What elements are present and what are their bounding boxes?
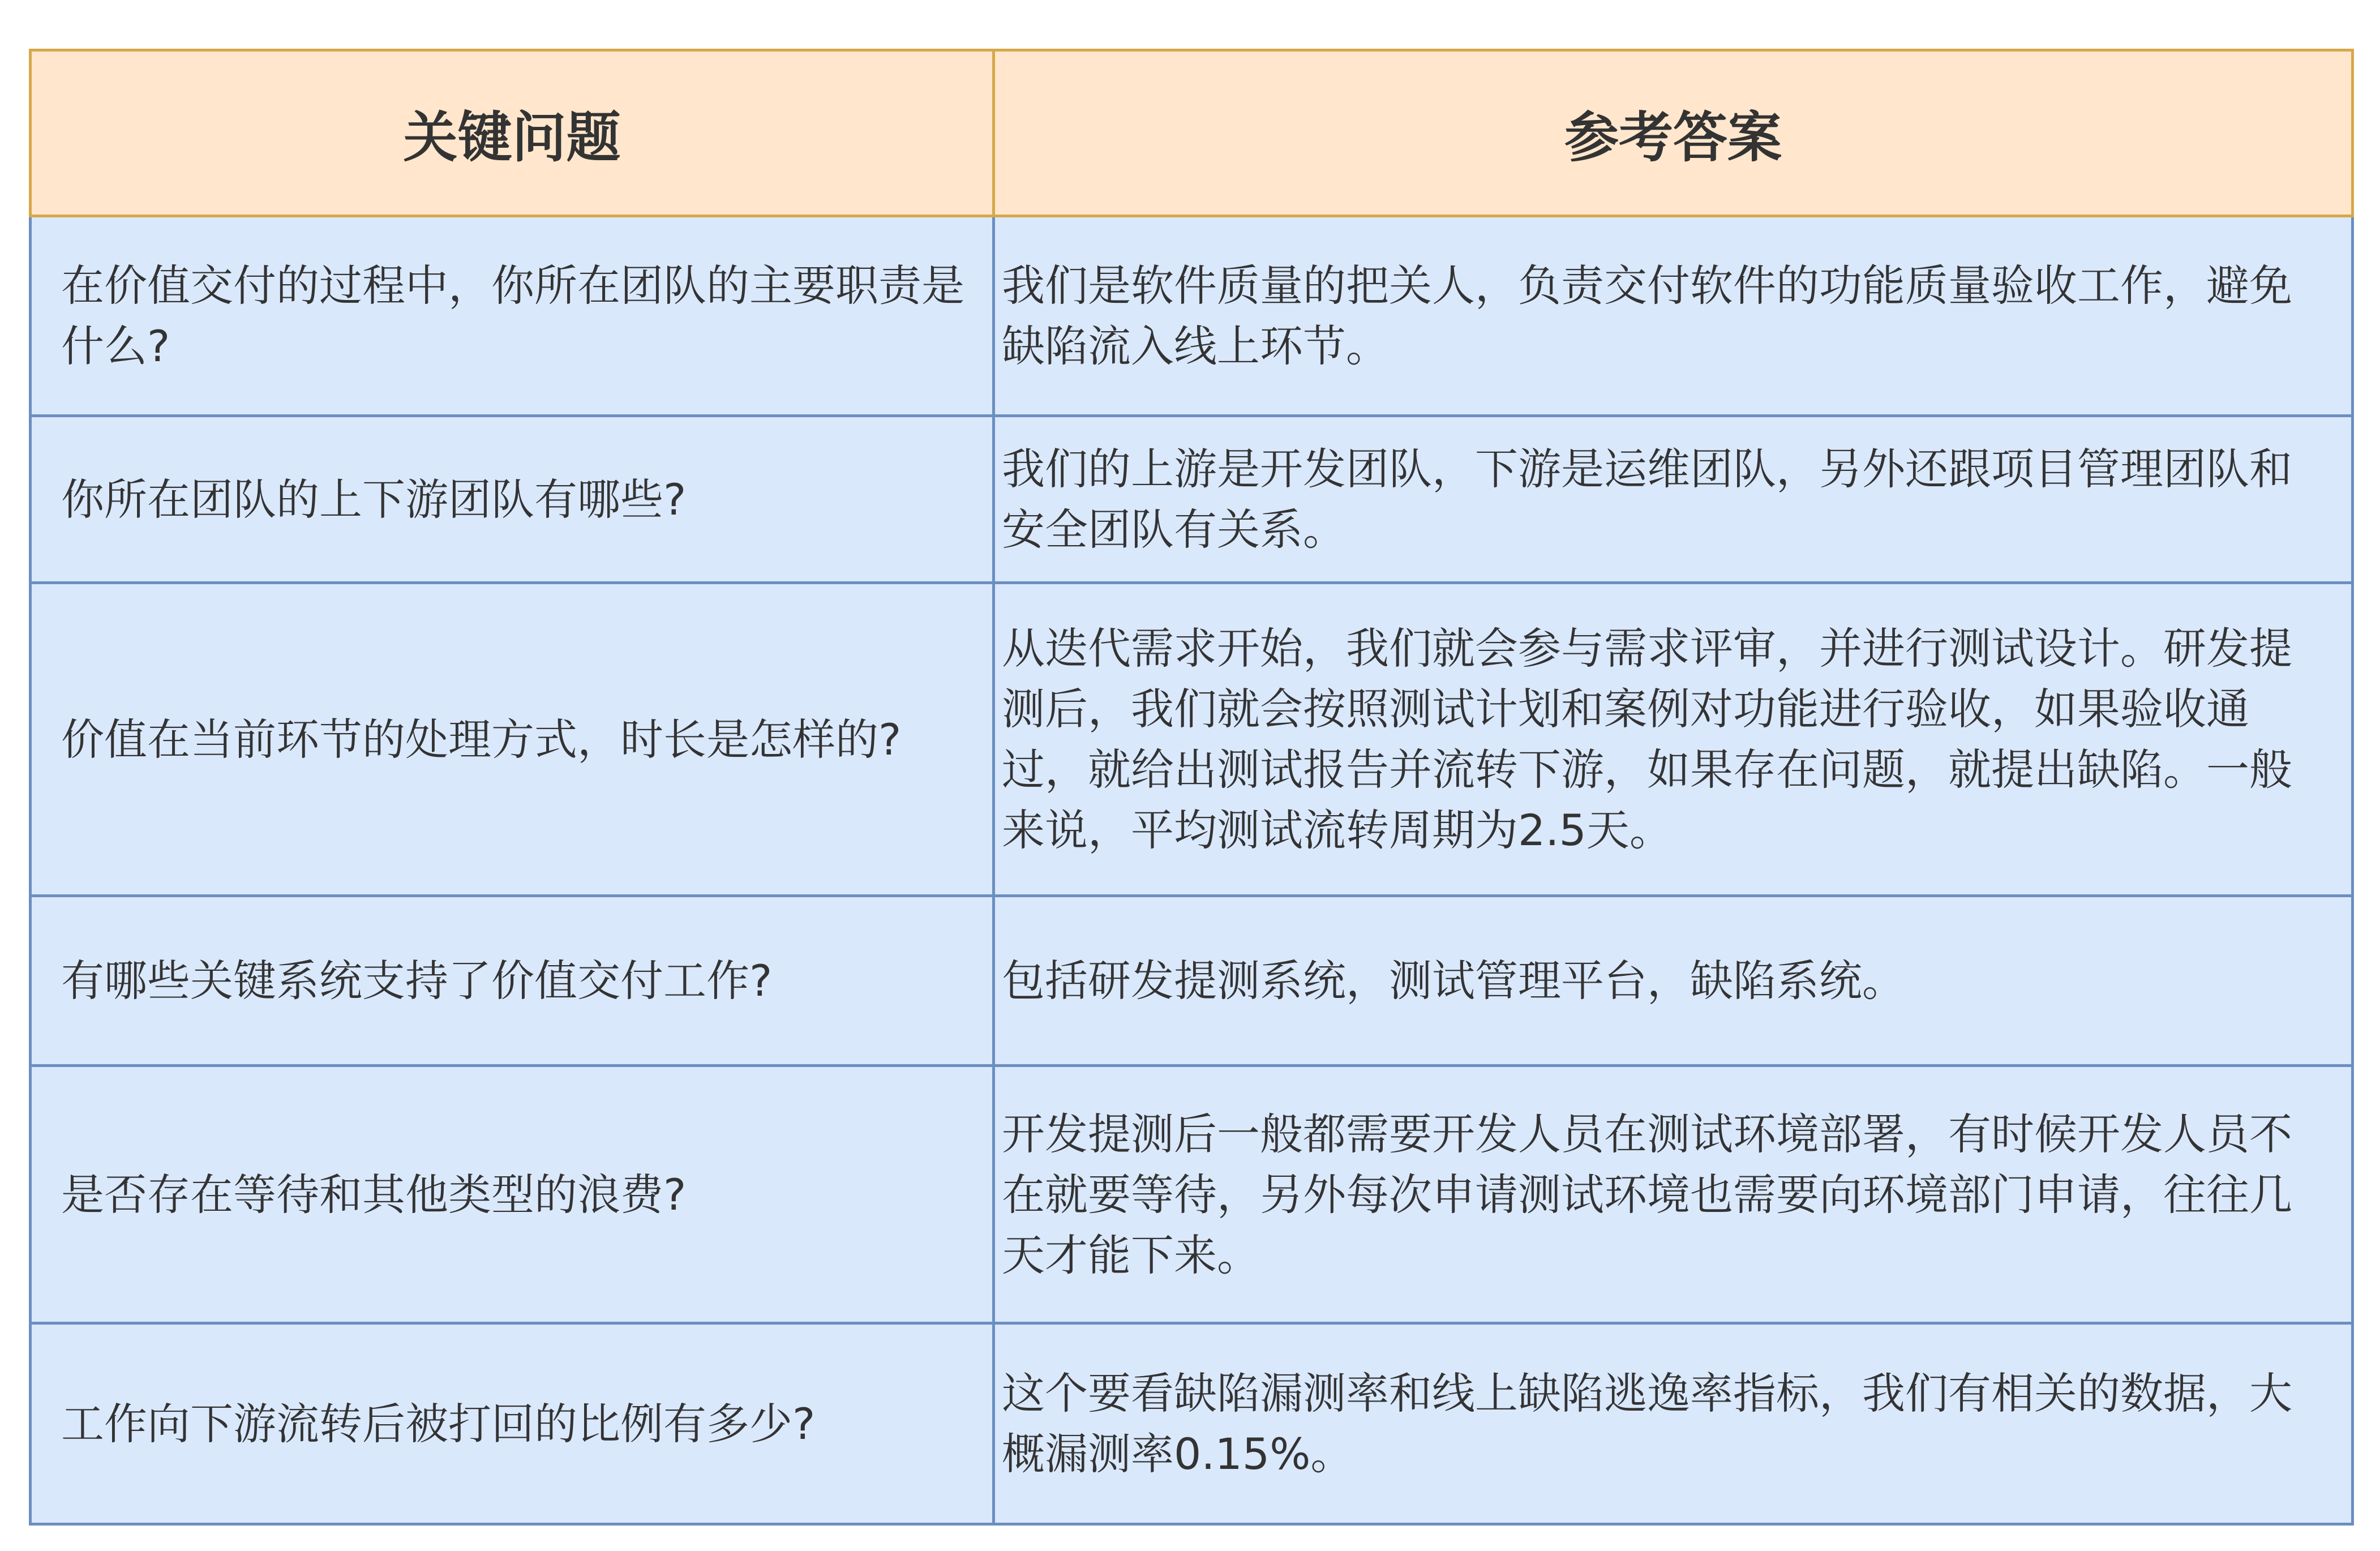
question-cell: 是否存在等待和其他类型的浪费?: [31, 1066, 994, 1323]
table-row: [31, 896, 2353, 1066]
table-row: [31, 416, 2353, 583]
qa-table: [29, 49, 2354, 1526]
question-cell: 在价值交付的过程中，你所在团队的主要职责是什么?: [31, 216, 994, 416]
question-cell: 有哪些关键系统支持了价值交付工作?: [31, 896, 994, 1066]
table-row: [31, 216, 2353, 416]
table-row: [31, 1323, 2353, 1524]
answer-cell: 这个要看缺陷漏测率和线上缺陷逃逸率指标，我们有相关的数据，大概漏测率0.15%。: [994, 1323, 2353, 1524]
table-row: [31, 583, 2353, 896]
question-cell: 工作向下游流转后被打回的比例有多少?: [31, 1323, 994, 1524]
table-row: [31, 1066, 2353, 1323]
answer-cell: 我们是软件质量的把关人，负责交付软件的功能质量验收工作，避免缺陷流入线上环节。: [994, 216, 2353, 416]
question-cell: 价值在当前环节的处理方式，时长是怎样的?: [31, 583, 994, 896]
header-row: [31, 50, 2353, 216]
answer-cell: 开发提测后一般都需要开发人员在测试环境部署，有时候开发人员不在就要等待，另外每次申请测试环境也需要向环境部门申请，往往几天才能下来。: [994, 1066, 2353, 1323]
question-cell: 你所在团队的上下游团队有哪些?: [31, 416, 994, 583]
answer-cell: 包括研发提测系统，测试管理平台，缺陷系统。: [994, 896, 2353, 1066]
header-question: 关键问题: [31, 50, 994, 216]
answer-cell: 从迭代需求开始，我们就会参与需求评审，并进行测试设计。研发提测后，我们就会按照测试计划和案例对功能进行验收，如果验收通过，就给出测试报告并流转下游，如果存在问题，就提出缺陷。一般来说，平均测试流转周期为2.5天。: [994, 583, 2353, 896]
answer-cell: 我们的上游是开发团队，下游是运维团队，另外还跟项目管理团队和安全团队有关系。: [994, 416, 2353, 583]
header-answer: 参考答案: [994, 50, 2353, 216]
